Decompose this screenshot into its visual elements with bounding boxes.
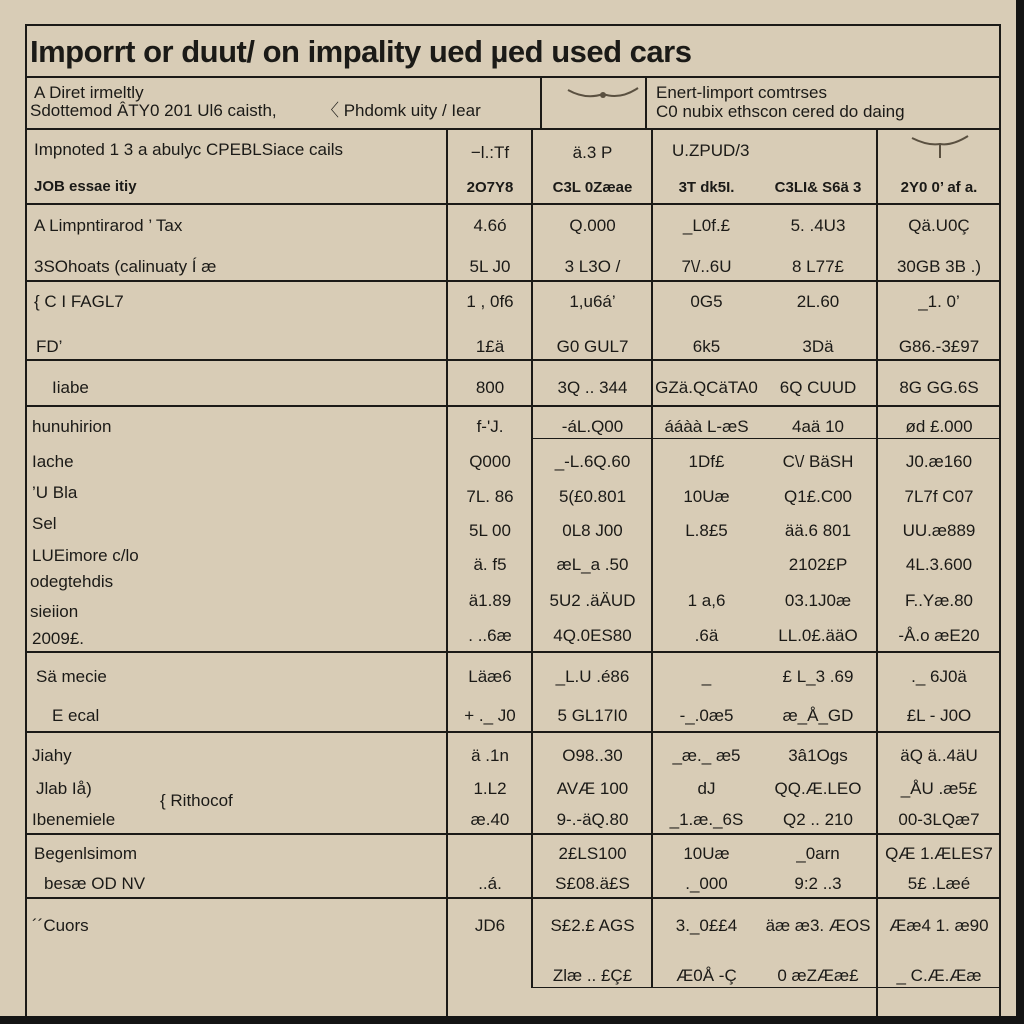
- table-cell: O98..30: [562, 746, 623, 765]
- column-header-cell: ä.3 P: [572, 143, 613, 162]
- column-divider: [446, 128, 448, 1016]
- table-cell: _L0f.£: [682, 216, 731, 235]
- column-header-cell: U.ZPUD/3: [672, 141, 750, 160]
- divider: [645, 76, 647, 128]
- table-cell: 0 æZÆæ£: [777, 966, 859, 985]
- table-cell: _1.æ._6S: [669, 810, 744, 829]
- table-cell: 8 L77£: [792, 257, 844, 276]
- table-cell: GZä.QCäTA0: [655, 378, 758, 397]
- column-header-cell: C3LI& S6ä 3: [774, 179, 862, 196]
- row-label: E ecal: [52, 706, 100, 725]
- table-cell: 3Q .. 344: [557, 378, 628, 397]
- table-cell: ä .1n: [471, 746, 509, 765]
- table-cell: 5 GL17I0: [557, 706, 628, 725]
- table-cell: 7\/..6U: [681, 257, 732, 276]
- column-divider: [531, 128, 533, 988]
- side-note: { Rithocof: [160, 791, 233, 810]
- table-cell: _-L.6Q.60: [554, 452, 631, 471]
- table-cell: 3 L3O /: [564, 257, 621, 276]
- table-cell: 1,u6á’: [569, 292, 616, 311]
- table-cell: _æ._ æ5: [672, 746, 741, 765]
- column-header-label: JOB essae itiy: [34, 178, 137, 195]
- row-divider: [25, 405, 1001, 407]
- table-cell: 5. .4U3: [790, 216, 846, 235]
- row-label: { C I FAGL7: [34, 292, 124, 311]
- header-right-line2: C0 nubix ethscon cered do daing: [656, 102, 905, 121]
- table-cell: QÆ 1.ÆLES7: [885, 844, 993, 863]
- table-cell: LL.0£.ääO: [778, 626, 858, 645]
- table-cell: f-'J.: [476, 417, 504, 436]
- emblem-icon: [566, 84, 640, 109]
- table-cell: 7L. 86: [466, 487, 514, 506]
- table-cell: C\/ BäSH: [782, 452, 854, 471]
- table-cell: ä1.89: [468, 591, 512, 610]
- table-cell: dJ: [697, 779, 716, 798]
- emblem-icon: [910, 134, 970, 167]
- table-cell: 3â1Ogs: [788, 746, 848, 765]
- table-cell: 10Uæ: [683, 844, 730, 863]
- table-cell: + ._ J0: [464, 706, 516, 725]
- table-cell: 800: [475, 378, 505, 397]
- row-divider: [531, 438, 1001, 439]
- table-cell: _1. 0’: [918, 292, 960, 311]
- table-cell: 5L 00: [469, 521, 511, 540]
- table-cell: _ÅU .æ5£: [900, 779, 978, 798]
- table-cell: 3._0££4: [675, 916, 738, 935]
- table-cell: 8G GG.6S: [899, 378, 979, 397]
- row-label: Iiabe: [52, 378, 89, 397]
- table-cell: . ..6æ: [468, 626, 512, 645]
- table-cell: 6Q CUUD: [779, 378, 857, 397]
- table-cell: 7L7f C07: [904, 487, 974, 506]
- table-cell: Qä.U0Ç: [908, 216, 970, 235]
- table-cell: J0.æ160: [905, 452, 973, 471]
- table-cell: 1 , 0f6: [466, 292, 514, 311]
- row-label: ´´Cuors: [32, 916, 89, 935]
- table-cell: -_.0æ5: [679, 706, 734, 725]
- page-title: Imporrt or duut/ on impality ued µed used cars: [30, 34, 692, 69]
- table-cell: Ææ4 1. æ90: [889, 916, 989, 935]
- table-cell: 4aä 10: [792, 417, 844, 436]
- table-cell: 03.1J0æ: [784, 591, 852, 610]
- row-label: Sel: [32, 514, 57, 533]
- table-cell: -Å.o æE20: [898, 626, 980, 645]
- row-label: sieiion: [30, 602, 79, 621]
- row-label: Iache: [32, 452, 74, 471]
- row-label: besæ OD NV: [44, 874, 146, 893]
- column-divider: [651, 128, 653, 988]
- table-cell: L.8£5: [685, 521, 728, 540]
- column-header-cell: 3T dk5I.: [678, 179, 735, 196]
- row-divider: [25, 897, 1001, 899]
- table-cell: 1.L2: [473, 779, 507, 798]
- row-label: Begenlsimom: [34, 844, 137, 863]
- row-label: LUEimore c/lo: [32, 546, 139, 565]
- row-label: hunuhirion: [32, 417, 112, 436]
- table-cell: QQ.Æ.LEO: [774, 779, 862, 798]
- table-cell: S£08.ä£S: [555, 874, 630, 893]
- table-cell: 0G5: [690, 292, 723, 311]
- table-cell: æ.40: [470, 810, 510, 829]
- table-cell: _: [701, 667, 712, 686]
- row-divider: [25, 359, 1001, 361]
- row-divider: [531, 987, 1001, 988]
- column-header-cell: 2Y0 0’ af a.: [900, 179, 978, 196]
- table-cell: 1 a,6: [687, 591, 726, 610]
- table-cell: äQ ä..4äU: [900, 746, 978, 765]
- row-divider: [25, 731, 1001, 733]
- table-cell: 9:2 ..3: [794, 874, 842, 893]
- table-cell: Q2 .. 210: [783, 810, 853, 829]
- table-cell: æL_a .50: [556, 555, 629, 574]
- table-cell: AVÆ 100: [556, 779, 629, 798]
- table-cell: _0arn: [796, 844, 840, 863]
- table-cell: 30GB 3B .): [896, 257, 982, 276]
- table-cell: 5£ .Læé: [907, 874, 971, 893]
- table-cell: JD6: [474, 916, 506, 935]
- table-cell: Q.000: [569, 216, 616, 235]
- table-cell: 2102£P: [788, 555, 848, 574]
- table-cell: Q1£.C00: [783, 487, 853, 506]
- table-cell: 3Dä: [802, 337, 834, 356]
- table-cell: ááàà L-æS: [664, 417, 749, 436]
- column-header-cell: −l.:Tf: [470, 143, 510, 162]
- table-cell: 6k5: [692, 337, 721, 356]
- table-cell: Läæ6: [468, 667, 512, 686]
- row-label: ’U Bla: [32, 483, 78, 502]
- table-cell: ._ 6J0ä: [911, 667, 967, 686]
- table-cell: 5(£0.801: [558, 487, 627, 506]
- table-cell: Q000: [469, 452, 511, 471]
- divider: [540, 76, 542, 128]
- row-label: 2009£.: [32, 629, 84, 648]
- table-cell: 2£LS100: [558, 844, 627, 863]
- table-cell: UU.æ889: [902, 521, 976, 540]
- header-left-line2: Sdottemod ÂTY0 201 Ul6 caisth,: [30, 101, 277, 120]
- table-cell: ää.6 801: [784, 521, 852, 540]
- row-label: Sä mecie: [36, 667, 107, 686]
- table-cell: 4.6ó: [473, 216, 507, 235]
- table-cell: _L.U .é86: [555, 667, 630, 686]
- column-divider: [876, 128, 878, 1016]
- row-divider: [25, 280, 1001, 282]
- table-cell: £ L_3 .69: [782, 667, 854, 686]
- table-cell: -áL.Q00: [561, 417, 624, 436]
- table-cell: 1£ä: [475, 337, 505, 356]
- header-right-line1: Enert-limport comtrses: [656, 83, 827, 102]
- column-header-cell: 2O7Y8: [466, 179, 514, 196]
- row-label: odegtehdis: [30, 572, 114, 591]
- column-header-cell: C3L 0Zæae: [552, 179, 633, 196]
- table-cell: _ C.Æ.Ææ: [896, 966, 982, 985]
- row-divider: [25, 833, 1001, 835]
- table-cell: æ_Å_GD: [782, 706, 854, 725]
- row-label: A Limpntirarod ’ Tax: [34, 216, 183, 235]
- table-cell: 1Df£: [688, 452, 725, 471]
- row-label: Ibenemiele: [32, 810, 116, 829]
- table-cell: S£2.£ AGS: [550, 916, 635, 935]
- table-cell: ..á.: [478, 874, 502, 893]
- divider: [25, 76, 1001, 78]
- header-left-line1: A Diret irmeltly: [34, 83, 144, 102]
- header-left-line2b: 〈 Phdomk uity / Iear: [322, 101, 481, 120]
- row-divider: [25, 651, 1001, 653]
- table-cell: G0 GUL7: [556, 337, 629, 356]
- row-divider: [25, 203, 1001, 205]
- divider: [25, 128, 1001, 130]
- table-cell: .6ä: [694, 626, 719, 645]
- row-label: Jlab Iå): [36, 779, 92, 798]
- table-cell: Zlæ .. £Ç£: [552, 966, 633, 985]
- table-cell: 5U2 .äÄUD: [549, 591, 636, 610]
- table-cell: ä. f5: [473, 555, 507, 574]
- table-cell: Æ0Å -Ç: [676, 966, 737, 985]
- table-cell: äæ æ3. ÆOS: [765, 916, 871, 935]
- table-cell: 9-.-äQ.80: [556, 810, 629, 829]
- column-header-label: Impnoted 1 3 a abulyc CPEBLSiace cails: [34, 140, 344, 159]
- row-label: 3SOhoats (calinuaty Í æ: [34, 257, 217, 276]
- row-label: FD’: [36, 337, 63, 356]
- table-cell: 4Q.0ES80: [553, 626, 632, 645]
- table-cell: ._000: [685, 874, 728, 893]
- table-cell: 5L J0: [469, 257, 511, 276]
- table-cell: G86.-3£97: [898, 337, 980, 356]
- table-cell: 10Uæ: [683, 487, 730, 506]
- table-cell: 00-3LQæ7: [898, 810, 980, 829]
- table-cell: 0L8 J00: [562, 521, 623, 540]
- table-cell: ød £.000: [905, 417, 973, 436]
- row-label: Jiahy: [32, 746, 72, 765]
- table-cell: 2L.60: [796, 292, 840, 311]
- table-cell: 4L.3.600: [905, 555, 973, 574]
- table-cell: £L - J0O: [906, 706, 972, 725]
- table-cell: F..Yæ.80: [904, 591, 974, 610]
